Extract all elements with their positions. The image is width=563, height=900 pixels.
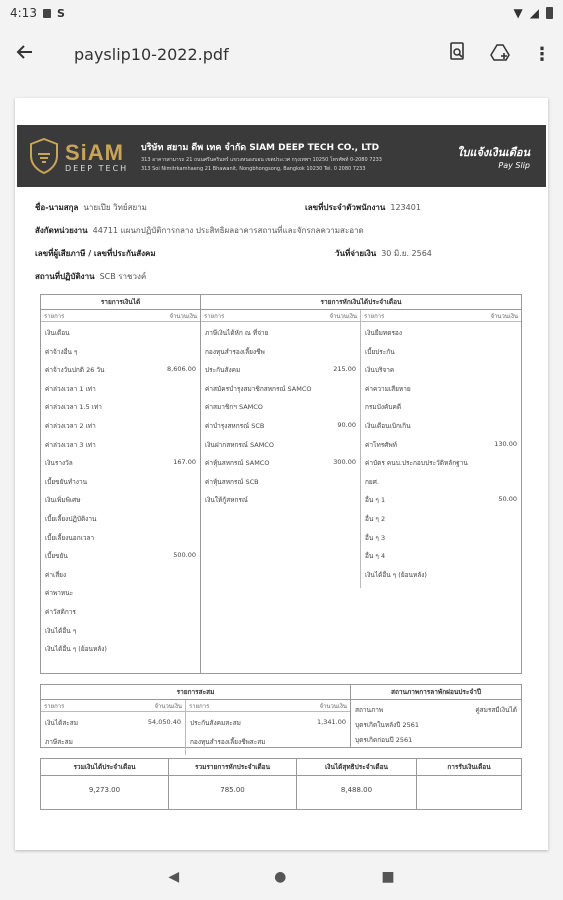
row-label: ค่าบัตร คนบ.ประกอบประวัติหลักฐาน [365, 459, 468, 468]
row-label: เงินรางวัล [45, 459, 73, 468]
pay-date-row: วันที่จ่ายเงิน 30 มิ.ย. 2564 [335, 249, 432, 258]
company-name: บริษัท สยาม ดีพ เทค จำกัด SIAM DEEP TECH CO., LTD [141, 143, 380, 153]
row-amount: 50.00 [498, 495, 517, 504]
row-label: ค่าสมัครบำรุงสมาชิกสหกรณ์ SAMCO [205, 384, 312, 393]
row-label: ค่าล่วงเวลา 2 เท่า [45, 421, 96, 430]
totals-table [40, 758, 522, 810]
row-label: เบี้ยเลี้ยงปฏิบัติงาน [45, 514, 97, 523]
row-label: เงินได้อื่น ๆ [45, 626, 77, 635]
row-label: ประกันสังคมสะสม [190, 719, 241, 727]
table-row [45, 551, 196, 570]
deduction-rows-2 [361, 322, 521, 588]
search-document-icon[interactable] [437, 42, 479, 66]
brand-sub: DEEP TECH [65, 163, 129, 173]
table-row [205, 495, 356, 514]
nav-back-icon[interactable]: ◀ [168, 869, 180, 885]
income-column: รายการเงินได้ รายการ จำนวนเงิน เงินเดือน ค่าจ้างอื่น ๆ ค่าจ้างวันปกติ 26 วัน 8,606.00 ค่าล่วงเวลา 1 เท่า ค่าล่วงเวลา 1.5 เท่า ค่าล่วงเวลา 2 เท่า ค่าล่วงเวลา 3 เท่า เงินรางวัล 167.00 เบี้ยขยันทำงาน เงินเพิ่มพิเศษ เบี้ยเลี้ยงปฏิบัติงาน เบี้ยเลี้ยงนอกเวลา เบี้ยขยัน 500.00 ค่าเสี่ยง ค่าพาหนะ ค่าวัสดิการ เงินได้อื่น ๆ เงินได้อื่น ๆ (ย้อนหลัง) [41, 295, 201, 673]
table-row [190, 737, 346, 756]
row-label: ภาษีเงินได้หัก ณ ที่จ่าย [205, 329, 269, 337]
back-arrow-icon[interactable] [0, 42, 50, 67]
table-row [45, 495, 196, 514]
accumulated-table: รายการสะสม รายการ จำนวนเงิน เงินได้สะสม 54,050.40 ภาษีสะสม รายการ จำนวนเงิน ประกันสังคมสะสม 1,341.00 กองทุนสำรองเลี้ยงชีพสะสม สถานภาพการลาพักผ่อนประจำปี สถานภาพ คู่สมรสมีเงินได้ บุตรเกิดในหลังปี 2561 บุตรเกิดก่อนปี 2561 [40, 684, 522, 748]
total-deductions: รวมรายการหักประจำเดือน 785.00 [169, 759, 297, 809]
row-label: ค่าวัสดิการ [45, 607, 76, 616]
slip-title-en: Pay Slip [498, 160, 530, 170]
row-label: ค่าโทรศัพท์ [365, 440, 397, 449]
row-label: ค่าจ้างอื่น ๆ [45, 347, 78, 356]
pdf-page [15, 98, 548, 850]
row-label: เงินเดือนเบิกเกิน [365, 421, 411, 430]
table-row [45, 644, 196, 663]
row-amount: 8,606.00 [167, 365, 196, 374]
upload-drive-icon[interactable] [479, 43, 521, 65]
row-label: ค่าจ้างวันปกติ 26 วัน [45, 366, 105, 375]
row-label: กองทุนสำรองเลี้ยงชีพ [205, 347, 265, 356]
table-row [365, 402, 517, 421]
table-row [205, 347, 356, 366]
employee-name-row: ชื่อ-นามสกุล นายเปีย วิทย์สยาม [35, 203, 147, 212]
table-row [45, 421, 196, 440]
nav-recents-icon[interactable]: ■ [381, 869, 395, 885]
table-row [365, 458, 517, 477]
row-label: ค่าเสี่ยง [45, 570, 67, 579]
deduction-columns: รายการหักเงินได้ประจำเดือน รายการ จำนวนเงิน ภาษีเงินได้หัก ณ ที่จ่าย กองทุนสำรองเลี้ยงชีพ ประกันสังคม 215.00 ค่าสมัครบำรุงสมาชิกสหกรณ์ SAMCO ค่าสมาชิกฯ SAMCO ค่าบำรุงสหกรณ์ SCB 90.00 เงินฝากสหกรณ์ SAMCO ค่าหุ้นสหกรณ์ SAMCO 300.00 ค่าหุ้นสหกรณ์ SCB เงินให้กู้สหกรณ์ รายการ จำนวนเงิน เงินยืมทดรอง เบี้ยประกัน เงินบริจาค ค่าความเสียหาย กรมบังคับคดี เงินเดือนเบิกเกิน ค่าโทรศัพท์ 130.00 ค่าบัตร คนบ.ประกอบประวัติหลักฐาน กยศ. อื่น ๆ 1 50.00 อื่น ๆ 2 อื่น ๆ 3 อื่น ๆ 4 เงินได้อื่น ๆ (ย้อนหลัง) [201, 295, 521, 673]
table-row [205, 402, 356, 421]
row-label: กยศ. [365, 477, 379, 486]
table-row [45, 477, 196, 496]
battery-icon [546, 7, 553, 19]
income-header: รายการเงินได้ [41, 295, 200, 310]
row-label: ค่าหุ้นสหกรณ์ SAMCO [205, 459, 270, 468]
table-row [365, 533, 517, 552]
table-row [205, 365, 356, 384]
row-label: เงินฝากสหกรณ์ SAMCO [205, 440, 274, 449]
table-row [365, 570, 517, 589]
accumulated-right-rows [186, 712, 350, 755]
row-label: เบี้ยเลี้ยงนอกเวลา [45, 533, 95, 542]
row-amount: 130.00 [494, 439, 517, 448]
row-amount: 215.00 [333, 365, 356, 374]
payment-method: การรับเงินเดือน [417, 759, 521, 809]
row-label: ค่าบำรุงสหกรณ์ SCB [205, 421, 265, 430]
row-label: เบี้ยขยัน [45, 552, 68, 561]
workplace-row: สถานที่ปฏิบัติงาน SCB ราชวงค์ [35, 272, 147, 281]
row-label: เงินได้อื่น ๆ (ย้อนหลัง) [365, 570, 427, 579]
row-label: เงินให้กู้สหกรณ์ [205, 496, 248, 505]
company-address-th: 313 อาคารสามารถ 21 ถนนศรีนครินทร์ แขวงหนองบอน เขตประเวศ กรุงเทพฯ 10250 โทรศัพท์ 0-2080 7233 [141, 157, 382, 163]
table-row [205, 458, 356, 477]
table-row [45, 570, 196, 589]
slip-title-th: ใบแจ้งเงินเดือน [457, 145, 530, 159]
table-row [205, 440, 356, 459]
table-row [45, 607, 196, 626]
company-logo [17, 125, 137, 187]
table-row [45, 533, 196, 552]
s-notification-icon: S [56, 6, 65, 20]
table-row [365, 365, 517, 384]
table-row [45, 440, 196, 459]
row-label: ค่าล่วงเวลา 1.5 เท่า [45, 403, 102, 412]
row-label: เงินยืมทดรอง [365, 329, 403, 337]
pdf-viewer[interactable] [0, 82, 563, 854]
row-amount: 90.00 [337, 420, 356, 429]
accumulated-header: รายการสะสม [41, 685, 350, 700]
total-income: รวมเงินได้ประจำเดือน 9,273.00 [41, 759, 169, 809]
row-amount: 300.00 [333, 458, 356, 467]
shield-logo-icon [29, 138, 59, 174]
row-label: ประกันสังคม [205, 366, 241, 375]
table-row [365, 347, 517, 366]
brand-name: SiAM [65, 139, 124, 165]
table-row [45, 328, 196, 347]
table-row [365, 551, 517, 570]
deduction-header: รายการหักเงินได้ประจำเดือน [201, 295, 521, 310]
table-row [205, 477, 356, 496]
table-row [45, 458, 196, 477]
wifi-icon: ▼ [513, 6, 523, 20]
row-label: กองทุนสำรองเลี้ยงชีพสะสม [190, 737, 266, 746]
table-row [365, 440, 517, 459]
leave-header: สถานภาพการลาพักผ่อนประจำปี [351, 685, 521, 700]
table-row [45, 384, 196, 403]
table-row [45, 365, 196, 384]
row-label: ค่าสมาชิกฯ SAMCO [205, 403, 263, 412]
employee-id-row: เลขที่ประจำตัวพนักงาน 123401 [305, 203, 421, 212]
table-row [45, 718, 181, 737]
slip-header [17, 125, 546, 187]
table-row [365, 514, 517, 533]
table-row [365, 477, 517, 496]
income-rows [41, 322, 200, 663]
income-deduction-table [40, 294, 522, 674]
notification-icon [43, 9, 51, 18]
table-row [365, 495, 517, 514]
row-label: เงินบริจาค [365, 366, 395, 375]
tax-id-row: เลขที่ผู้เสียภาษี / เลขที่ประกันสังคม [35, 249, 156, 258]
table-row [45, 347, 196, 366]
net-income: เงินได้สุทธิประจำเดือน 8,488.00 [297, 759, 417, 809]
row-label: เบี้ยประกัน [365, 347, 395, 356]
row-label: กรมบังคับคดี [365, 403, 402, 412]
row-label: เงินได้สะสม [45, 719, 79, 727]
table-row [365, 421, 517, 440]
table-row [45, 514, 196, 533]
row-amount: 167.00 [173, 458, 196, 467]
table-row [205, 384, 356, 403]
nav-home-icon[interactable]: ● [274, 869, 287, 885]
row-label: เงินได้อื่น ๆ (ย้อนหลัง) [45, 645, 107, 654]
deduction-rows-1 [201, 322, 360, 514]
row-label: ภาษีสะสม [45, 737, 73, 746]
department-row: สังกัดหน่วยงาน 44711 แผนกปฏิบัติการกลาง ประสิทธิผลอาคารสถานที่และจักรกลความสะอาด [35, 226, 364, 235]
table-row [45, 626, 196, 645]
table-row [45, 402, 196, 421]
table-row [45, 588, 196, 607]
company-address-en: 313 Soi Nimitrkamhaeng 21 Bhawanit, Nongbhongsong, Bangkok 10230 Tel. 0 2080 7233 [141, 166, 366, 172]
table-row [205, 328, 356, 347]
row-label: อื่น ๆ 2 [365, 514, 386, 523]
more-options-icon[interactable]: ⋮ [533, 43, 551, 65]
status-bar [0, 0, 563, 26]
row-label: อื่น ๆ 4 [365, 552, 386, 561]
row-amount: 54,050.40 [147, 718, 181, 726]
row-label: ค่าพาหนะ [45, 589, 74, 598]
signal-icon: ◢ [529, 6, 539, 20]
row-label: อื่น ๆ 3 [365, 533, 386, 542]
row-label: ค่าล่วงเวลา 3 เท่า [45, 440, 96, 449]
app-bar [0, 26, 563, 82]
row-label: เงินเดือน [45, 329, 70, 337]
table-row [365, 384, 517, 403]
row-label: ค่าล่วงเวลา 1 เท่า [45, 384, 96, 393]
table-row [365, 328, 517, 347]
row-label: เบี้ยขยันทำงาน [45, 477, 88, 486]
row-label: ค่าหุ้นสหกรณ์ SCB [205, 477, 259, 486]
status-time: 4:13 [10, 6, 37, 20]
row-label: ค่าความเสียหาย [365, 384, 411, 393]
row-amount: 1,341.00 [317, 718, 346, 726]
navigation-bar [0, 854, 563, 900]
leave-status: สถานภาพการลาพักผ่อนประจำปี สถานภาพ คู่สมรสมีเงินได้ บุตรเกิดในหลังปี 2561 บุตรเกิดก่อนปี 2561 [351, 685, 521, 747]
row-amount: 500.00 [173, 551, 196, 560]
row-label: อื่น ๆ 1 [365, 496, 386, 505]
table-row [205, 421, 356, 440]
table-row [45, 737, 181, 756]
accumulated-left-rows [41, 712, 185, 755]
document-title: payslip10-2022.pdf [74, 44, 229, 64]
row-label: เงินเพิ่มพิเศษ [45, 496, 81, 505]
table-row [190, 718, 346, 737]
